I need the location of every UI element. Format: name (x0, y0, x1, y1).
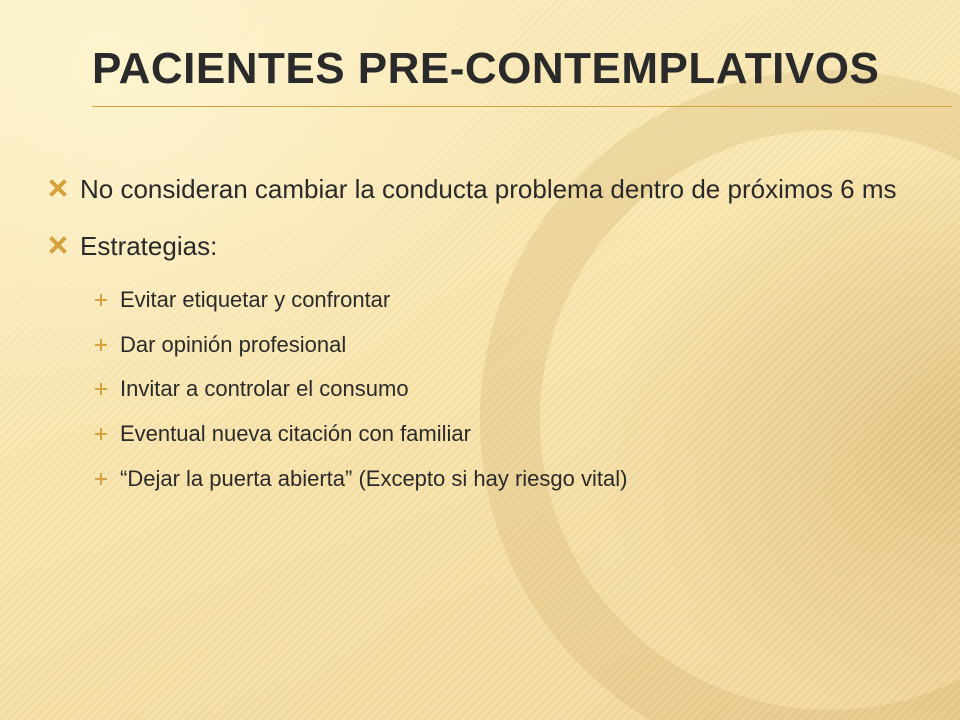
bullet-text: Estrategias: (80, 231, 218, 262)
x-mark-icon (48, 178, 68, 198)
sub-bullet-item (48, 420, 918, 449)
slide-title: PACIENTES PRE-CONTEMPLATIVOS (92, 44, 880, 93)
x-mark-icon (48, 235, 68, 255)
plus-icon (94, 427, 108, 441)
sub-bullet-text: Invitar a controlar el consumo (120, 376, 409, 402)
title-underline (92, 106, 952, 107)
plus-icon (94, 382, 108, 396)
sub-bullet-text: Evitar etiquetar y confrontar (120, 287, 391, 313)
sub-bullet-item (48, 286, 918, 315)
sub-bullet-item (48, 375, 918, 404)
plus-icon (94, 338, 108, 352)
bullet-item (48, 172, 918, 207)
sub-bullet-text: “Dejar la puerta abierta” (Excepto si hay riesgo vital) (120, 465, 628, 491)
bullet-item (48, 229, 918, 264)
sub-bullet-item (48, 465, 918, 494)
sub-bullet-item (48, 331, 918, 360)
bullet-text: No consideran cambiar la conducta problema dentro de próximos 6 ms (80, 174, 897, 204)
slide-body (48, 172, 918, 509)
plus-icon (94, 293, 108, 307)
plus-icon (94, 472, 108, 486)
sub-bullet-text: Eventual nueva citación con familiar (120, 420, 471, 446)
sub-bullet-text: Dar opinión profesional (120, 331, 347, 357)
